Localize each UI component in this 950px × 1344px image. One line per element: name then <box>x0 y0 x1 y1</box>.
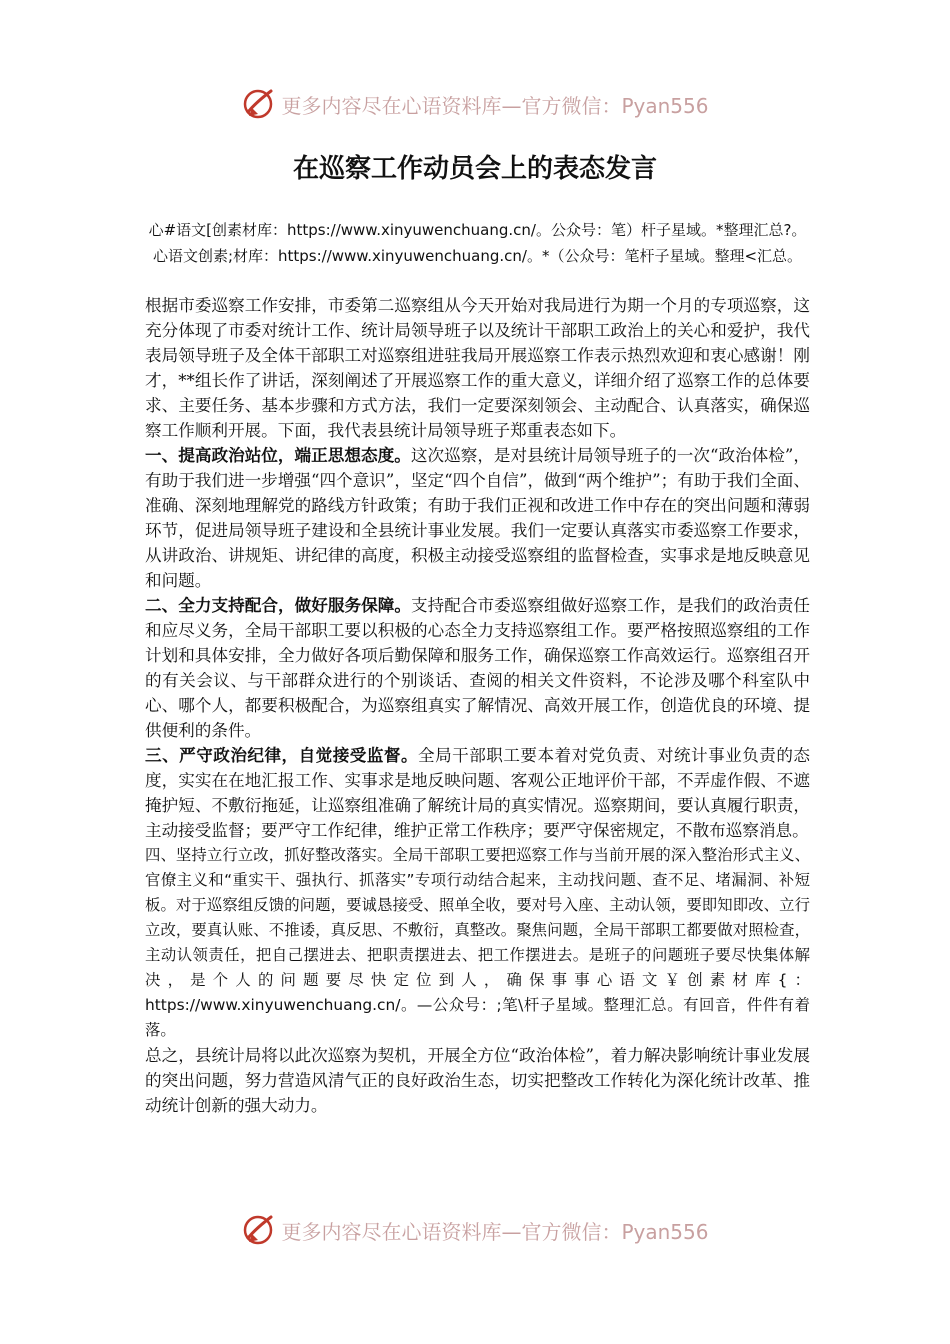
document-title: 在巡察工作动员会上的表态发言 <box>292 154 657 184</box>
watermark-text: 更多内容尽在心语资料库—官方微信：Pyan556 <box>281 1219 709 1244</box>
pen-logo-icon <box>241 1212 277 1248</box>
section-text-3: 全局干部职工要本着对党负责、对统计事业负责的态度，实实在在地汇报工作、实事求是地反映问题、客观公正地评价干部，不弄虚作假、不遮掩护短、不敷衍拖延，让巡察组准确了解统计局的真实情况。巡察期间，要认真履行职责，主动接受监督；要严守工作纪律，维护正常工作秩序；要严守保密规定，不散布巡察消息。 <box>145 746 811 840</box>
conclusion-paragraph: 总之，县统计局将以此次巡察为契机，开展全方位“政治体检”，着力解决影响统计事业发展的突出问题，努力营造风清气正的良好政治生态，切实把整改工作转化为深化统计改革、推动统计创新的强大动力。 <box>145 1046 810 1115</box>
section-heading-2: 二、全力支持配合，做好服务保障。 <box>145 596 412 615</box>
section-paragraph-2 <box>145 593 810 743</box>
section-paragraph-1 <box>145 443 810 593</box>
document-body <box>145 293 810 1118</box>
section-text-2: 支持配合市委巡察组做好巡察工作，是我们的政治责任和应尽义务，全局干部职工要以积极的心态全力支持巡察组工作。要严格按照巡察组的工作计划和具体安排，全力做好各项后勤保障和服务工作，确保巡察工作高效运行。巡察组召开的有关会议、与干部群众进行的个别谈话、查阅的相关文件资料，不论涉及哪个科室队中心、哪个人，都要积极配合，为巡察组真实了解情况、高效开展工作，创造优良的环境、提供便利的条件。 <box>145 596 811 740</box>
section-heading-3: 三、严守政治纪律，自觉接受监督。 <box>145 746 419 765</box>
watermark-banner-bottom <box>0 1210 950 1250</box>
section-paragraph-3 <box>145 743 810 843</box>
section-text-1: 这次巡察，是对县统计局领导班子的一次“政治体检”，有助于我们进一步增强“四个意识”，坚定“四个自信”，做到“两个维护”；有助于我们全面、准确、深刻地理解党的路线方针政策；有助于我们正视和改进工作中存在的突出问题和薄弱环节，促进局领导班子建设和全县统计事业发展。我们一定要认真落实市委巡察工作要求，从讲政治、讲规矩、讲纪律的高度，积极主动接受巡察组的监督检查，实事求是地反映意见和问题。 <box>145 446 811 590</box>
source-note: 心#语文[创素材库：https://www.xinyuwenchuang.cn/。公众号：笔）杆子星域。*整理汇总?。心语文创素;材库：https://www.xinyuwenchuang.cn/。*（公众号：笔杆子星域。整理<汇总。 <box>148 221 807 265</box>
watermark-banner-top <box>0 84 950 124</box>
section-paragraph-4: 四、坚持立行立改，抓好整改落实。全局干部职工要把巡察工作与当前开展的深入整治形式主义、官僚主义和“重实干、强执行、抓落实”专项行动结合起来，主动找问题、查不足、堵漏洞、补短板。对于巡察组反馈的问题，要诚恳接受、照单全收，要对号入座、主动认领，要即知即改、立行立改，要真认账、不推诿，真反思、不敷衍，真整改。聚焦问题，全局干部职工都要做对照检查，主动认领责任，把自己摆进去、把职责摆进去、把工作摆进去。是班子的问题班子要尽快集体解决，是个人的问题要尽快定位到人，确保事事心语文￥创素材库{：https://www.xinyuwenchuang.cn/。—公众号：;笔\杆子星域。整理汇总。有回音，件件有着落。 <box>145 846 810 1039</box>
watermark-text: 更多内容尽在心语资料库—官方微信：Pyan556 <box>281 93 709 118</box>
intro-paragraph: 根据市委巡察工作安排，市委第二巡察组从今天开始对我局进行为期一个月的专项巡察，这充分体现了市委对统计工作、统计局领导班子以及统计干部职工政治上的关心和爱护，我代表局领导班子及全体干部职工对巡察组进驻我局开展巡察工作表示热烈欢迎和衷心感谢！刚才，**组长作了讲话，深刻阐述了开展巡察工作的重大意义，详细介绍了巡察工作的总体要求、主要任务、基本步骤和方式方法，我们一定要深刻领会、主动配合、认真落实，确保巡察工作顺利开展。下面，我代表县统计局领导班子郑重表态如下。 <box>145 296 810 440</box>
pen-logo-icon <box>241 86 277 122</box>
section-heading-1: 一、提高政治站位，端正思想态度。 <box>145 446 411 465</box>
